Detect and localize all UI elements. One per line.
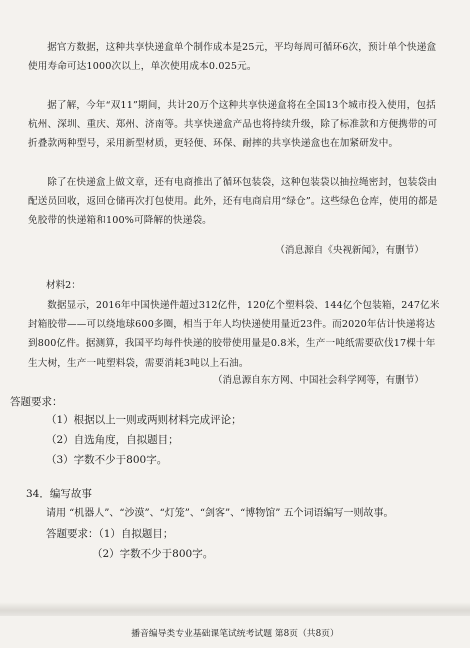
material1-paragraph-3: 除了在快递盒上做文章，还有电商推出了循环包装袋，这种包装袋以抽拉绳密封，包装袋由配送员回收，返回仓储再次打包使用。此外，还有电商启用“绿仓”。这些绿色仓库，使用的都是免胶带的快递箱和100%可降解的快递袋。	[28, 177, 438, 227]
page-footer: 播音编导类专业基础课笔试统考试题 第8页（共8页）	[131, 629, 339, 639]
page-fold-shadow	[0, 602, 470, 616]
requirement-item: （1）根据以上一则或两则材料完成评论；	[46, 414, 242, 426]
material1-source: （消息源自《央视新闻》，有删节）	[275, 245, 424, 256]
material2-source: （消息源自东方网、中国社会科学网等，有删节）	[212, 375, 424, 386]
material2-paragraph: 数据显示，2016年中国快递件超过312亿件，120亿个塑料袋、144亿个包装箱，247亿米封箱胶带——可以绕地球600多圈，相当于年人均快递使用量近23件。而2020年估计快递将达到800亿件。据测算，我国平均每件快递的胶带使用量是0.8米，生产一吨纸需要砍伐17棵十年生大树，生产一吨塑料袋，需要消耗3吨以上石油。	[28, 300, 440, 369]
requirement-item: （2）自选角度，自拟题目；	[46, 434, 179, 446]
requirement-item: （3）字数不少于800字。	[46, 454, 168, 466]
question-34-requirements: 答题要求：（1）自拟题目；	[46, 528, 174, 540]
question-34-requirement-item: （2）字数不少于800字。	[92, 548, 214, 560]
requirements-title: 答题要求：	[10, 396, 63, 408]
material1-paragraph-2: 据了解，今年“双11”期间，共计20万个这种共享快递盒将在全国13个城市投入使用，包括杭州、深圳、重庆、郑州、济南等。共享快递盒产品也将持续升级，除了标准款和方便携带的可折叠款两种型号，采用新型材质，更轻便、环保、耐摔的共享快递盒也在加紧研发中。	[28, 100, 438, 150]
question-34-prompt: 请用 “机器人”、“沙漠”、“灯笼”、“剑客”、“博物馆” 五个词语编写一则故事。	[46, 508, 394, 519]
material1-paragraph-1: 据官方数据，这种共享快递盒单个制作成本是25元，平均每周可循环6次，预计单个快递盒使用寿命可达1000次以上，单次使用成本0.025元。	[28, 42, 437, 73]
question-34-title: 34．编写故事	[26, 488, 92, 500]
material2-title: 材料2：	[46, 280, 81, 291]
